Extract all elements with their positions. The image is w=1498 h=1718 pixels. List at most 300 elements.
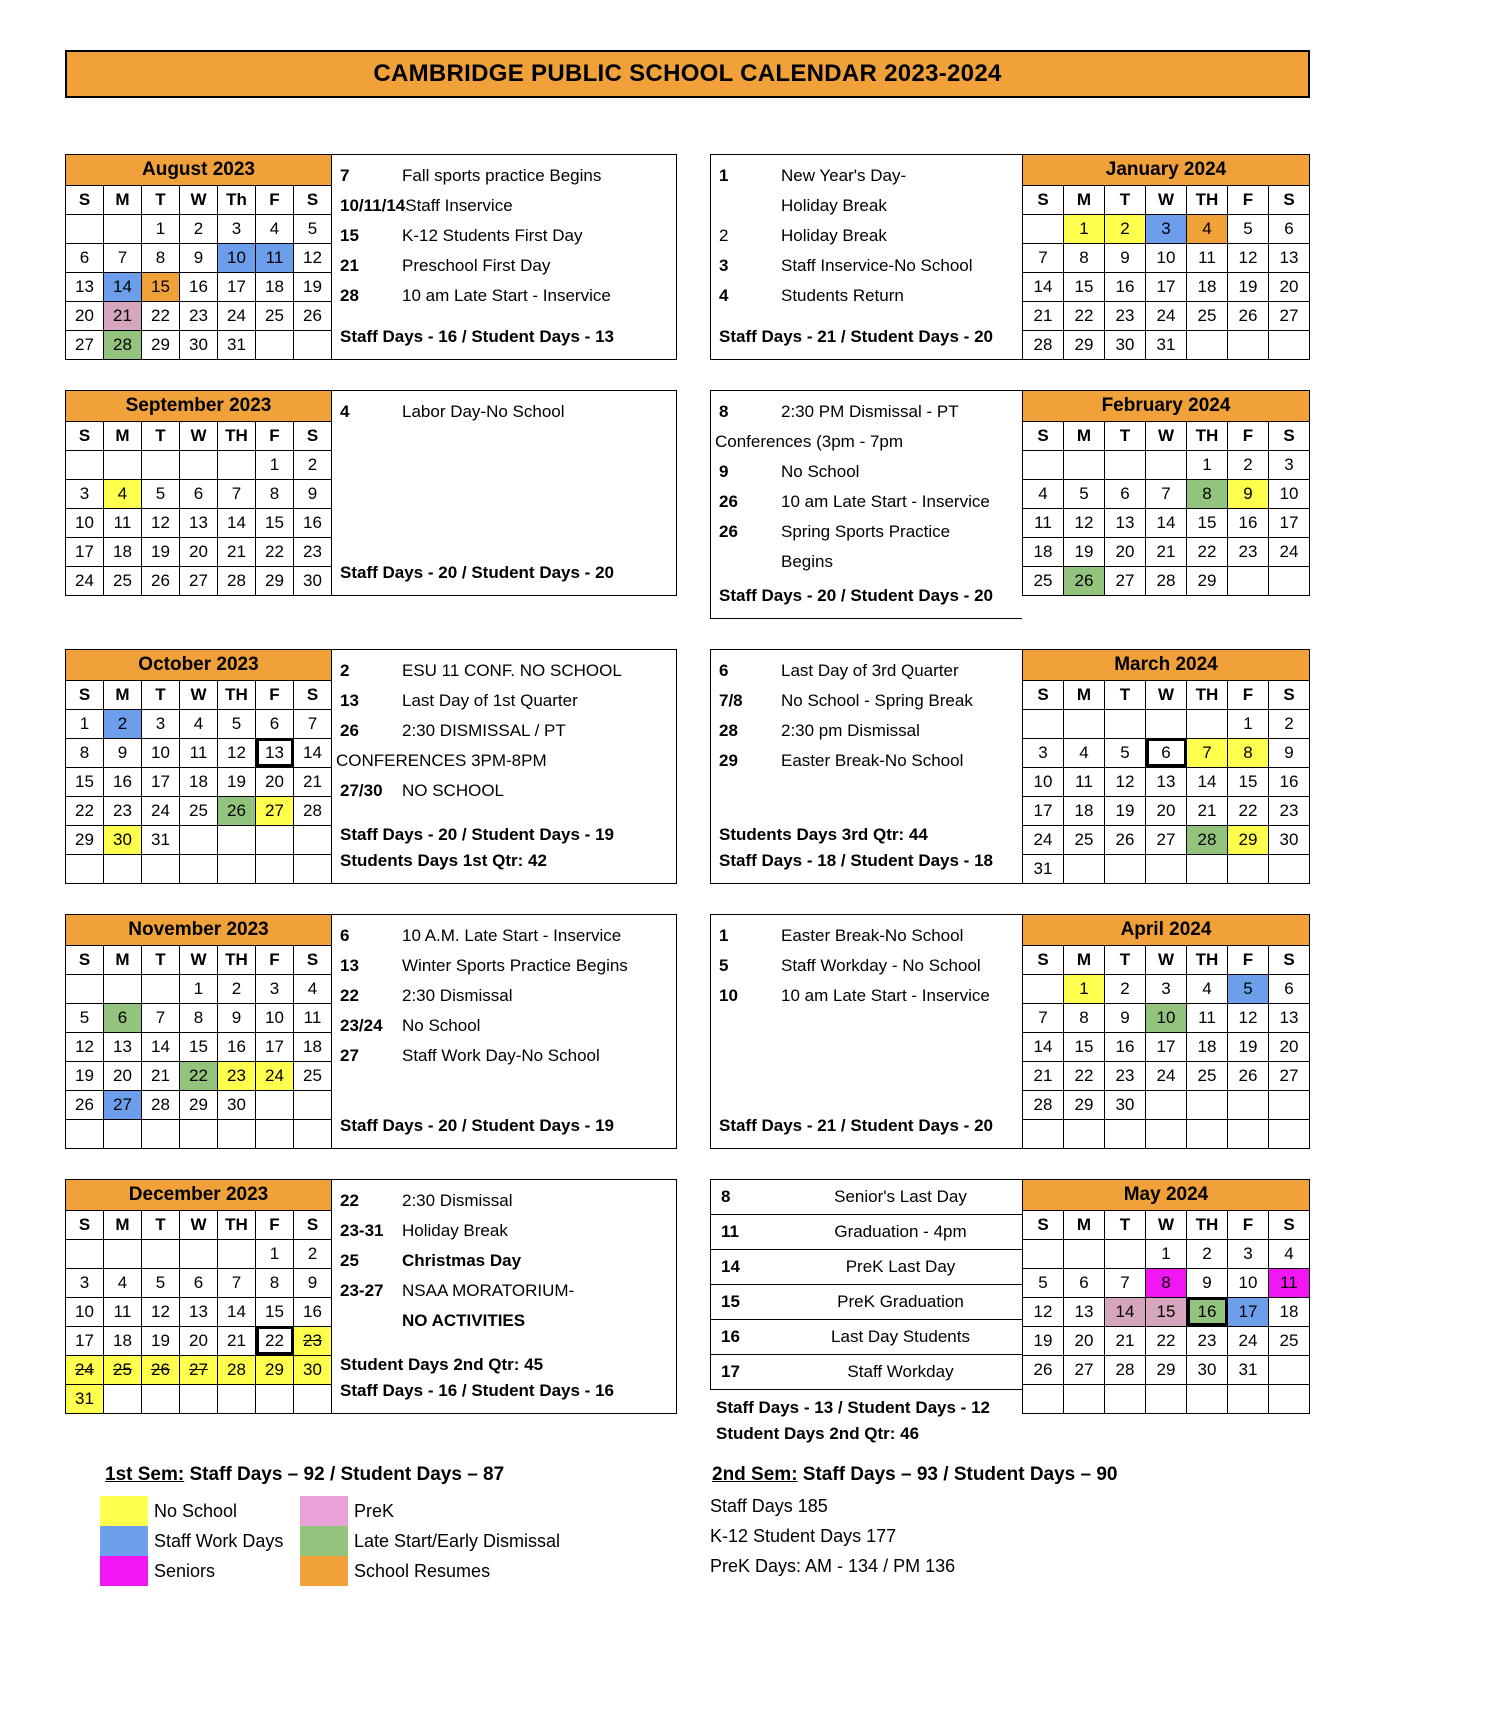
day-cell: 30 xyxy=(218,1090,256,1119)
day-cell: 15 xyxy=(256,509,294,538)
day-of-week-header: T xyxy=(142,1210,180,1239)
day-cell: 22 xyxy=(1146,1326,1187,1355)
day-cell: 5 xyxy=(1228,215,1269,244)
note-text: 2:30 Dismissal xyxy=(402,985,513,1005)
day-cell: 12 xyxy=(142,1297,180,1326)
note-text: Spring Sports Practice xyxy=(781,522,951,542)
notes-december-2023 xyxy=(332,1179,677,1414)
semester1-summary-and-legend xyxy=(65,1460,677,1586)
empty-cell xyxy=(1187,1090,1228,1119)
day-cell: 18 xyxy=(1023,538,1064,567)
note-line xyxy=(336,165,674,187)
note-line xyxy=(336,1310,674,1332)
day-cell: 24 xyxy=(1146,302,1187,331)
day-cell: 31 xyxy=(1023,854,1064,883)
day-cell: 15 xyxy=(142,273,180,302)
day-cell: 8 xyxy=(1064,1003,1105,1032)
empty-cell xyxy=(294,1119,332,1148)
day-cell: 2 xyxy=(218,974,256,1003)
day-cell: 20 xyxy=(1269,273,1310,302)
note-text: NSAA MORATORIUM- xyxy=(402,1280,575,1300)
note-text: Christmas Day xyxy=(402,1250,522,1270)
day-cell: 29 xyxy=(66,825,104,854)
note-text: Staff Inservice-No School xyxy=(781,256,973,276)
month-title: March 2024 xyxy=(1023,649,1310,680)
day-of-week-header: F xyxy=(1228,1210,1269,1239)
note-text: PreK Last Day xyxy=(845,1256,956,1276)
day-cell: 19 xyxy=(1023,1326,1064,1355)
day-cell: 30 xyxy=(294,567,332,596)
day-cell: 22 xyxy=(256,1326,294,1355)
day-cell: 22 xyxy=(142,302,180,331)
day-cell: 15 xyxy=(1064,273,1105,302)
day-cell: 17 xyxy=(218,273,256,302)
day-cell: 28 xyxy=(1023,331,1064,360)
day-cell: 17 xyxy=(1023,796,1064,825)
day-cell: 2 xyxy=(180,215,218,244)
note-text: Begins xyxy=(781,552,833,572)
day-cell: 26 xyxy=(1228,1061,1269,1090)
day-cell: 18 xyxy=(1064,796,1105,825)
legend-label: Staff Work Days xyxy=(154,1530,284,1551)
summary-line: Staff Days - 20 / Student Days - 19 xyxy=(340,1115,614,1135)
empty-cell xyxy=(1023,1239,1064,1268)
calendar-grid-january-2024 xyxy=(1022,154,1310,360)
day-cell: 27 xyxy=(1105,567,1146,596)
day-cell: 11 xyxy=(1064,767,1105,796)
legend-swatch-prek xyxy=(300,1496,348,1526)
day-cell: 14 xyxy=(1105,1297,1146,1326)
note-line xyxy=(715,285,1020,307)
day-cell: 25 xyxy=(1187,1061,1228,1090)
day-cell: 9 xyxy=(1187,1268,1228,1297)
day-cell: 8 xyxy=(1228,738,1269,767)
notes-november-2023 xyxy=(332,914,677,1149)
day-cell: 5 xyxy=(1064,480,1105,509)
day-cell: 27 xyxy=(256,796,294,825)
note-line xyxy=(715,401,1020,423)
note-text: NO SCHOOL xyxy=(402,780,505,800)
note-text: 10 A.M. Late Start - Inservice xyxy=(402,925,622,945)
empty-cell xyxy=(180,1239,218,1268)
summary-line: Student Days 2nd Qtr: 45 xyxy=(340,1354,544,1374)
day-cell: 6 xyxy=(180,480,218,509)
day-of-week-header: M xyxy=(1064,422,1105,451)
day-cell: 1 xyxy=(142,215,180,244)
day-of-week-header: W xyxy=(180,186,218,215)
day-cell: 16 xyxy=(218,1032,256,1061)
empty-cell xyxy=(1187,1384,1228,1413)
month-title: April 2024 xyxy=(1023,914,1310,945)
day-cell: 24 xyxy=(1269,538,1310,567)
day-cell: 26 xyxy=(294,302,332,331)
notes-october-2023 xyxy=(332,649,677,884)
empty-cell xyxy=(1228,1119,1269,1148)
day-cell: 23 xyxy=(1105,302,1146,331)
day-cell: 4 xyxy=(256,215,294,244)
note-text: Holiday Break xyxy=(781,196,887,216)
note-text: Staff Inservice xyxy=(405,196,513,216)
note-day: 21 xyxy=(340,256,359,276)
day-cell: 19 xyxy=(142,538,180,567)
day-cell: 22 xyxy=(1228,796,1269,825)
semester2-summary-and-totals xyxy=(710,1460,1310,1586)
note-line xyxy=(715,955,1020,977)
day-of-week-header: W xyxy=(1146,186,1187,215)
empty-cell xyxy=(104,1384,142,1413)
empty-cell xyxy=(142,1384,180,1413)
empty-cell xyxy=(256,1119,294,1148)
calendar-grid-may-2024 xyxy=(1022,1179,1310,1414)
day-cell: 19 xyxy=(1064,538,1105,567)
summary-line: Staff Days - 13 / Student Days - 12 xyxy=(716,1398,990,1418)
note-text: PreK Graduation xyxy=(837,1291,964,1311)
empty-cell xyxy=(1146,1119,1187,1148)
empty-cell xyxy=(1269,1090,1310,1119)
note-line xyxy=(336,985,674,1007)
day-cell: 6 xyxy=(1105,480,1146,509)
day-of-week-header: S xyxy=(294,186,332,215)
day-cell: 15 xyxy=(256,1297,294,1326)
day-cell: 26 xyxy=(1023,1355,1064,1384)
day-cell: 4 xyxy=(1187,974,1228,1003)
note-line xyxy=(336,1220,674,1242)
day-cell: 10 xyxy=(218,244,256,273)
note-line xyxy=(715,720,1020,742)
day-cell: 4 xyxy=(294,974,332,1003)
empty-cell xyxy=(218,451,256,480)
empty-cell xyxy=(104,974,142,1003)
month-summary xyxy=(336,1108,674,1144)
calendar-grid-august-2023 xyxy=(65,154,332,360)
day-cell: 16 xyxy=(294,509,332,538)
note-day: 28 xyxy=(340,286,359,306)
empty-cell xyxy=(1228,567,1269,596)
day-cell: 29 xyxy=(142,331,180,360)
note-day: 27/30 xyxy=(340,780,383,800)
day-cell: 11 xyxy=(1187,1003,1228,1032)
day-of-week-header: S xyxy=(66,945,104,974)
day-cell: 1 xyxy=(1064,974,1105,1003)
note-line xyxy=(336,1250,674,1272)
day-cell: 12 xyxy=(142,509,180,538)
day-cell: 12 xyxy=(1228,244,1269,273)
day-cell: 16 xyxy=(1105,273,1146,302)
empty-cell xyxy=(294,854,332,883)
note-text: Winter Sports Practice Begins xyxy=(402,955,628,975)
empty-cell xyxy=(294,1090,332,1119)
day-cell: 18 xyxy=(1187,1032,1228,1061)
day-of-week-header: W xyxy=(1146,680,1187,709)
day-cell: 30 xyxy=(1187,1355,1228,1384)
day-cell: 3 xyxy=(1146,974,1187,1003)
empty-cell xyxy=(1269,1119,1310,1148)
calendar-grid-september-2023 xyxy=(65,390,332,596)
day-cell: 12 xyxy=(66,1032,104,1061)
day-of-week-header: W xyxy=(1146,945,1187,974)
day-cell: 27 xyxy=(1269,302,1310,331)
note-line xyxy=(715,195,1020,217)
note-day: 2 xyxy=(340,660,350,680)
day-cell: 20 xyxy=(180,1326,218,1355)
day-cell: 25 xyxy=(1269,1326,1310,1355)
day-cell: 11 xyxy=(1269,1268,1310,1297)
notes-january-2024 xyxy=(710,154,1022,360)
day-cell: 9 xyxy=(1228,480,1269,509)
day-cell: 1 xyxy=(1064,215,1105,244)
note-day: 22 xyxy=(340,1190,359,1210)
empty-cell xyxy=(142,451,180,480)
day-cell: 8 xyxy=(256,480,294,509)
note-day: 26 xyxy=(340,720,359,740)
note-day: 22 xyxy=(340,985,359,1005)
day-cell: 29 xyxy=(1228,825,1269,854)
note-text: NO ACTIVITIES xyxy=(402,1310,526,1330)
day-cell: 31 xyxy=(66,1384,104,1413)
empty-cell xyxy=(1146,1384,1187,1413)
day-cell: 2 xyxy=(104,709,142,738)
day-of-week-header: T xyxy=(142,422,180,451)
note-day: 15 xyxy=(340,226,359,246)
page-title: CAMBRIDGE PUBLIC SCHOOL CALENDAR 2023-2024 xyxy=(65,50,1310,98)
day-of-week-header: F xyxy=(1228,186,1269,215)
legend-label: PreK xyxy=(354,1500,395,1521)
note-line xyxy=(715,690,1020,712)
day-cell: 27 xyxy=(66,331,104,360)
day-cell: 19 xyxy=(294,273,332,302)
empty-cell xyxy=(66,215,104,244)
day-cell: 2 xyxy=(1269,709,1310,738)
day-cell: 10 xyxy=(256,1003,294,1032)
note-text: Preschool First Day xyxy=(402,256,551,276)
legend-swatch-no-school xyxy=(100,1496,148,1526)
day-cell: 26 xyxy=(66,1090,104,1119)
legend-swatch-seniors xyxy=(100,1556,148,1586)
note-line xyxy=(715,255,1020,277)
day-cell: 4 xyxy=(104,480,142,509)
day-cell: 27 xyxy=(1146,825,1187,854)
day-cell: 9 xyxy=(180,244,218,273)
day-of-week-header: T xyxy=(142,945,180,974)
day-of-week-header: F xyxy=(256,186,294,215)
day-of-week-header: M xyxy=(1064,680,1105,709)
day-cell: 25 xyxy=(180,796,218,825)
empty-cell xyxy=(1064,854,1105,883)
note-day xyxy=(715,195,781,217)
day-cell: 13 xyxy=(104,1032,142,1061)
empty-cell xyxy=(66,974,104,1003)
day-cell: 8 xyxy=(256,1268,294,1297)
empty-cell xyxy=(256,825,294,854)
total-prek-days: PreK Days: AM - 134 / PM 136 xyxy=(710,1556,956,1577)
day-cell: 21 xyxy=(294,767,332,796)
day-cell: 28 xyxy=(104,331,142,360)
calendar-grid-february-2024 xyxy=(1022,390,1310,596)
day-of-week-header: F xyxy=(256,945,294,974)
note-day: 8 xyxy=(721,1186,731,1206)
summary-line: Staff Days - 16 / Student Days - 16 xyxy=(340,1380,614,1400)
day-cell: 25 xyxy=(104,1355,142,1384)
note-line xyxy=(711,1180,1022,1215)
empty-cell xyxy=(104,215,142,244)
note-day xyxy=(336,1310,402,1332)
day-cell: 15 xyxy=(1228,767,1269,796)
day-cell: 4 xyxy=(180,709,218,738)
day-cell: 28 xyxy=(294,796,332,825)
bottom-section xyxy=(65,1460,1498,1586)
month-summary xyxy=(336,817,674,879)
empty-cell xyxy=(1228,331,1269,360)
notes-august-2023 xyxy=(332,154,677,360)
day-cell: 5 xyxy=(1023,1268,1064,1297)
day-of-week-header: S xyxy=(294,680,332,709)
empty-cell xyxy=(294,825,332,854)
day-cell: 31 xyxy=(142,825,180,854)
empty-cell xyxy=(180,825,218,854)
note-line xyxy=(715,750,1020,772)
day-of-week-header: M xyxy=(104,945,142,974)
day-cell: 3 xyxy=(218,215,256,244)
note-line xyxy=(336,750,674,772)
day-of-week-header: T xyxy=(1105,186,1146,215)
day-cell: 5 xyxy=(142,480,180,509)
day-cell: 25 xyxy=(256,302,294,331)
day-cell: 4 xyxy=(1187,215,1228,244)
day-of-week-header: S xyxy=(1269,186,1310,215)
empty-cell xyxy=(1105,1119,1146,1148)
day-cell: 11 xyxy=(1187,244,1228,273)
note-day: 13 xyxy=(340,955,359,975)
month-september-2023 xyxy=(65,390,677,596)
note-text: Easter Break-No School xyxy=(781,750,964,770)
day-of-week-header: S xyxy=(294,1210,332,1239)
day-cell: 28 xyxy=(1023,1090,1064,1119)
empty-cell xyxy=(1228,1384,1269,1413)
day-of-week-header: TH xyxy=(1187,1210,1228,1239)
day-cell: 11 xyxy=(104,509,142,538)
day-cell: 24 xyxy=(1023,825,1064,854)
note-day: 23-31 xyxy=(340,1220,384,1240)
month-summary xyxy=(336,555,674,591)
note-text: Holiday Break xyxy=(781,226,887,246)
empty-cell xyxy=(180,451,218,480)
empty-cell xyxy=(180,854,218,883)
day-of-week-header: T xyxy=(1105,680,1146,709)
day-cell: 3 xyxy=(1146,215,1187,244)
day-cell: 11 xyxy=(1023,509,1064,538)
legend-label: School Resumes xyxy=(354,1560,491,1581)
day-cell: 13 xyxy=(180,1297,218,1326)
day-cell: 10 xyxy=(142,738,180,767)
day-of-week-header: T xyxy=(142,680,180,709)
note-day: 2 xyxy=(719,226,729,246)
day-cell: 21 xyxy=(1023,302,1064,331)
month-title: October 2023 xyxy=(66,649,332,680)
note-line xyxy=(336,1280,674,1302)
day-cell: 9 xyxy=(1105,244,1146,273)
note-day: 4 xyxy=(340,402,350,421)
empty-cell xyxy=(180,1384,218,1413)
day-cell: 2 xyxy=(294,451,332,480)
day-cell: 29 xyxy=(256,1355,294,1384)
day-cell: 14 xyxy=(218,1297,256,1326)
day-cell: 13 xyxy=(1269,1003,1310,1032)
summary-line: Staff Days - 20 / Student Days - 20 xyxy=(340,563,614,582)
calendar-grid-december-2023 xyxy=(65,1179,332,1414)
note-text: Holiday Break xyxy=(402,1220,508,1240)
day-cell: 27 xyxy=(1064,1355,1105,1384)
day-cell: 5 xyxy=(66,1003,104,1032)
empty-cell xyxy=(1105,854,1146,883)
day-cell: 11 xyxy=(104,1297,142,1326)
day-cell: 16 xyxy=(1269,767,1310,796)
empty-cell xyxy=(142,1239,180,1268)
day-of-week-header: M xyxy=(104,680,142,709)
note-text: K-12 Students First Day xyxy=(402,226,583,246)
day-cell: 14 xyxy=(294,738,332,767)
day-cell: 7 xyxy=(142,1003,180,1032)
day-cell: 22 xyxy=(1064,1061,1105,1090)
day-cell: 28 xyxy=(1187,825,1228,854)
color-legend xyxy=(100,1496,677,1586)
day-of-week-header: W xyxy=(180,422,218,451)
notes-april-2024 xyxy=(710,914,1022,1149)
day-of-week-header: M xyxy=(1064,186,1105,215)
day-cell: 29 xyxy=(1064,331,1105,360)
empty-cell xyxy=(1064,1384,1105,1413)
day-of-week-header: M xyxy=(1064,945,1105,974)
note-text: 2:30 PM Dismissal - PT xyxy=(781,402,959,421)
note-day: 23/24 xyxy=(340,1015,383,1035)
note-day: 16 xyxy=(721,1326,740,1346)
day-of-week-header: M xyxy=(104,1210,142,1239)
day-cell: 14 xyxy=(142,1032,180,1061)
day-cell: 13 xyxy=(256,738,294,767)
note-text: ESU 11 CONF. NO SCHOOL xyxy=(402,660,622,680)
note-day: 27 xyxy=(340,1045,359,1065)
empty-cell xyxy=(66,1239,104,1268)
day-of-week-header: F xyxy=(1228,945,1269,974)
day-cell: 16 xyxy=(1105,1032,1146,1061)
day-cell: 28 xyxy=(142,1090,180,1119)
day-cell: 17 xyxy=(1146,1032,1187,1061)
day-of-week-header: S xyxy=(294,945,332,974)
day-of-week-header: TH xyxy=(1187,945,1228,974)
empty-cell xyxy=(1023,1384,1064,1413)
month-february-2024 xyxy=(710,390,1310,619)
day-cell: 10 xyxy=(1228,1268,1269,1297)
empty-cell xyxy=(142,974,180,1003)
day-of-week-header: S xyxy=(1269,1210,1310,1239)
day-cell: 15 xyxy=(1064,1032,1105,1061)
day-cell: 10 xyxy=(66,1297,104,1326)
empty-cell xyxy=(1269,567,1310,596)
day-cell: 7 xyxy=(294,709,332,738)
empty-cell xyxy=(1269,331,1310,360)
empty-cell xyxy=(1023,215,1064,244)
note-line xyxy=(715,491,1020,513)
note-day: 9 xyxy=(719,462,729,482)
day-cell: 14 xyxy=(1187,767,1228,796)
note-line xyxy=(336,1015,674,1037)
day-cell: 9 xyxy=(1105,1003,1146,1032)
note-text: No School - Spring Break xyxy=(781,690,973,710)
day-cell: 24 xyxy=(66,1355,104,1384)
day-of-week-header: W xyxy=(180,1210,218,1239)
note-line xyxy=(336,255,674,277)
day-cell: 2 xyxy=(1187,1239,1228,1268)
note-line xyxy=(715,461,1020,483)
